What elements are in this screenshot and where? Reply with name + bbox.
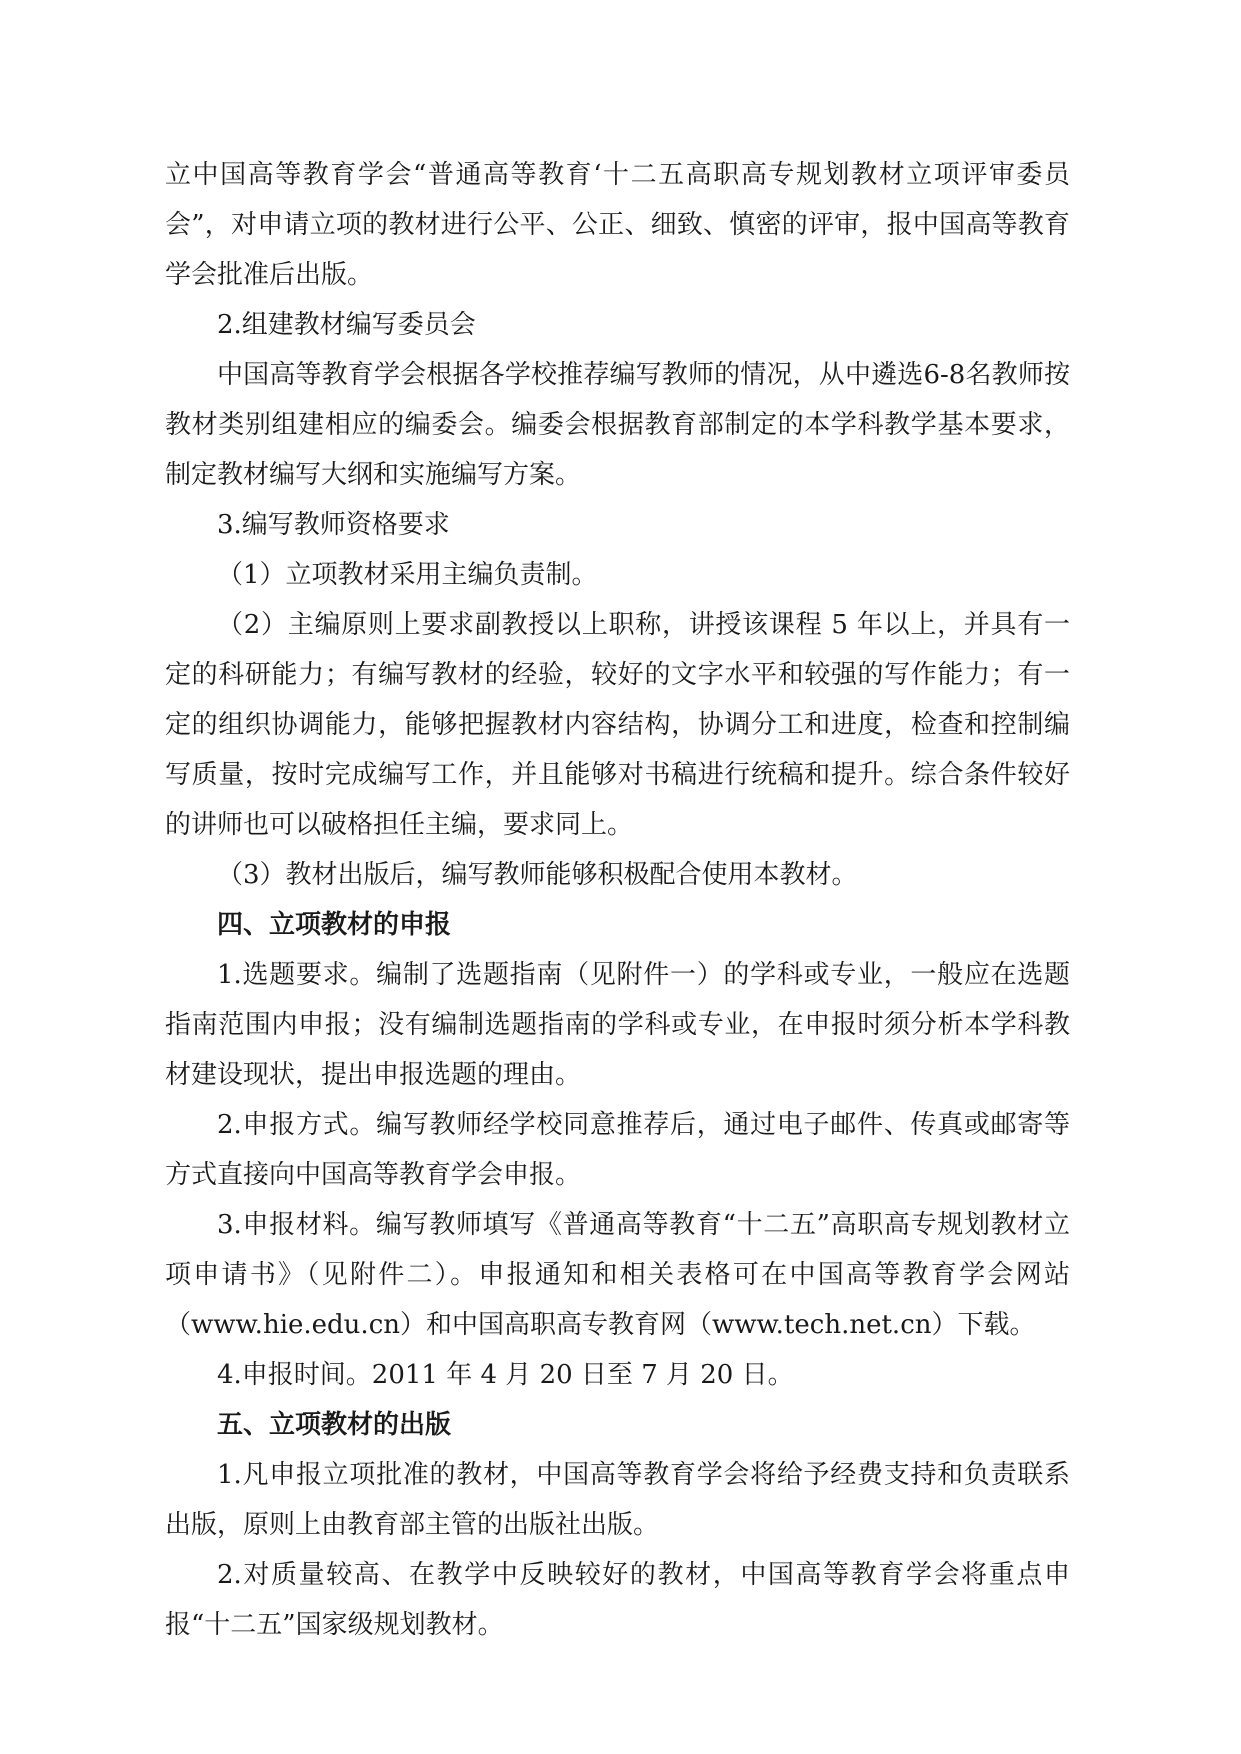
document-page bbox=[165, 150, 1070, 1650]
publication-1: 1.凡申报立项批准的教材，中国高等教育学会将给予经费支持和负责联系出版，原则上由教育部主管的出版社出版。 bbox=[165, 1460, 1070, 1540]
requirement-2: （2）主编原则上要求副教授以上职称，讲授该课程 5 年以上，并具有一定的科研能力；有编写教材的经验，较好的文字水平和较强的写作能力；有一定的组织协调能力，能够把握教材内容结构，协调分工和进度，检查和控制编写质量，按时完成编写工作，并且能够对书稿进行统稿和提升。综合条件较好的讲师也可以破格担任主编，要求同上。 bbox=[165, 610, 1070, 840]
paragraph-review-committee: 立中国高等教育学会“普通高等教育‘十二五高职高专规划教材立项评审委员会”，对申请立项的教材进行公平、公正、细致、慎密的评审，报中国高等教育学会批准后出版。 bbox=[165, 160, 1070, 290]
requirement-3: （3）教材出版后，编写教师能够积极配合使用本教材。 bbox=[217, 860, 858, 890]
section-4-heading: 四、立项教材的申报 bbox=[217, 910, 452, 940]
requirement-1: （1）立项教材采用主编负责制。 bbox=[217, 560, 598, 590]
item-2-title: 2.组建教材编写委员会 bbox=[217, 310, 476, 340]
publication-2: 2.对质量较高、在教学中反映较好的教材，中国高等教育学会将重点申报“十二五”国家级规划教材。 bbox=[165, 1560, 1070, 1640]
application-time: 4.申报时间。2011 年 4 月 20 日至 7 月 20 日。 bbox=[217, 1360, 794, 1390]
item-3-title: 3.编写教师资格要求 bbox=[217, 510, 450, 540]
section-5-heading: 五、立项教材的出版 bbox=[217, 1410, 452, 1440]
application-materials: 3.申报材料。编写教师填写《普通高等教育“十二五”高职高专规划教材立项申请书》（见附件二）。申报通知和相关表格可在中国高等教育学会网站（www.hie.edu.cn）和中国高职高专教育网（www.tech.net.cn）下载。 bbox=[165, 1210, 1070, 1340]
paragraph-editorial-board: 中国高等教育学会根据各学校推荐编写教师的情况，从中遴选6-8名教师按教材类别组建相应的编委会。编委会根据教育部制定的本学科教学基本要求，制定教材编写大纲和实施编写方案。 bbox=[165, 360, 1070, 490]
application-topic: 1.选题要求。编制了选题指南（见附件一）的学科或专业，一般应在选题指南范围内申报；没有编制选题指南的学科或专业，在申报时须分析本学科教材建设现状，提出申报选题的理由。 bbox=[165, 960, 1070, 1090]
application-method: 2.申报方式。编写教师经学校同意推荐后，通过电子邮件、传真或邮寄等方式直接向中国高等教育学会申报。 bbox=[165, 1110, 1070, 1190]
